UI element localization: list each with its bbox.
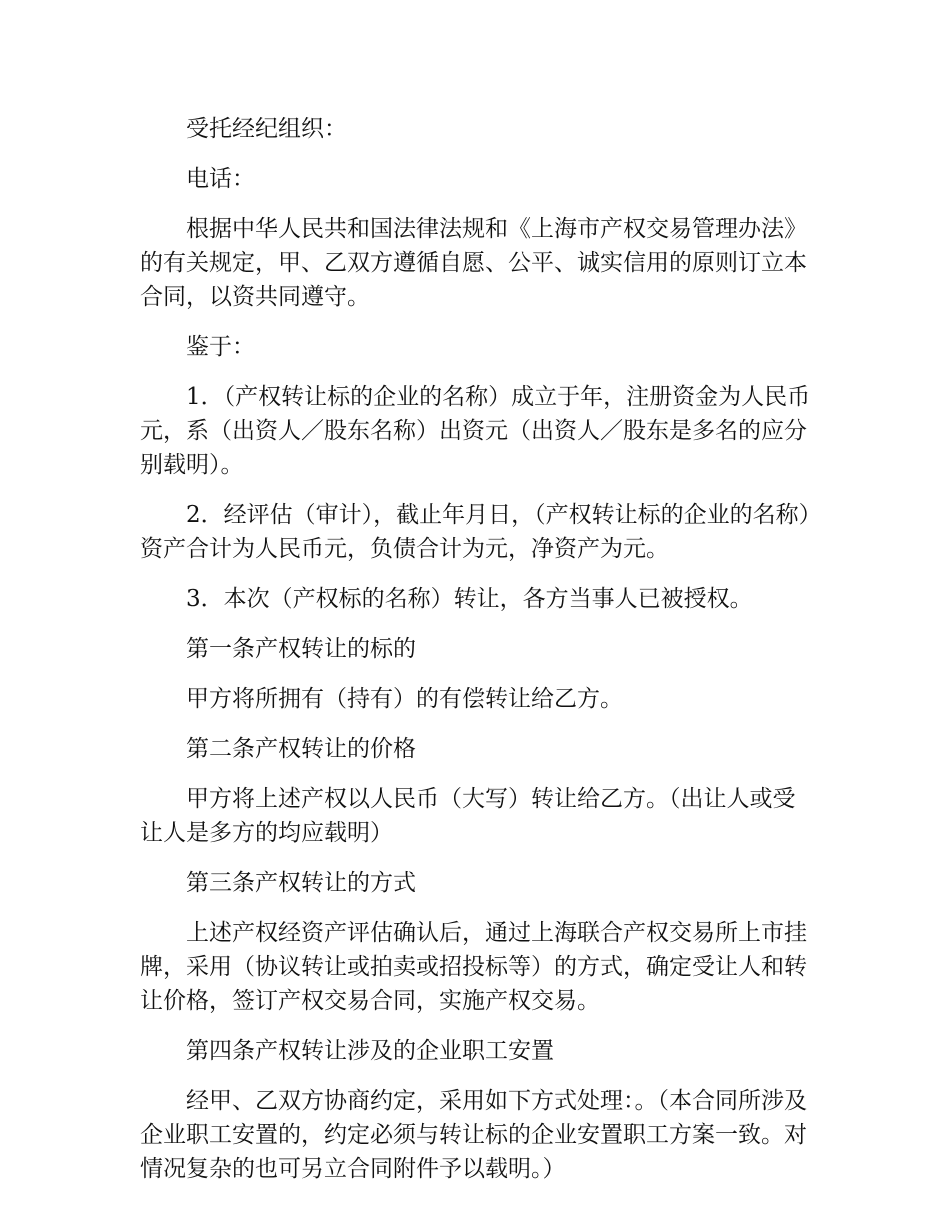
whereas-item-2: 2．经评估（审计），截止年月日，（产权转让标的企业的名称）资产合计为人民币元，负债合计为元，净资产为元。	[140, 502, 811, 562]
article-1-heading: 第一条产权转让的标的	[186, 636, 416, 662]
article-3-heading: 第三条产权转让的方式	[186, 870, 416, 896]
contract-body	[140, 112, 812, 1202]
article-1-body: 甲方将所拥有（持有）的有偿转让给乙方。	[186, 686, 623, 712]
phone-line: 电话：	[186, 166, 255, 192]
article-4-heading: 第四条产权转让涉及的企业职工安置	[186, 1038, 554, 1064]
article-3-body: 上述产权经资产评估确认后，通过上海联合产权交易所上市挂牌，采用（协议转让或拍卖或招投标等）的方式，确定受让人和转让价格，签订产权交易合同，实施产权交易。	[140, 920, 807, 1014]
article-2-body: 甲方将上述产权以人民币（大写）转让给乙方。（出让人或受让人是多方的均应载明）	[140, 786, 796, 846]
preamble-paragraph: 根据中华人民共和国法律法规和《上海市产权交易管理办法》的有关规定，甲、乙双方遵循自愿、公平、诚实信用的原则订立本合同，以资共同遵守。	[140, 216, 807, 310]
whereas-item-1: 1．（产权转让标的企业的名称）成立于年，注册资金为人民币元，系（出资人／股东名称）出资元（出资人／股东是多名的应分别载明）。	[140, 384, 811, 478]
whereas-heading: 鉴于：	[186, 334, 255, 360]
article-2-heading: 第二条产权转让的价格	[186, 736, 416, 762]
agent-organization-line: 受托经纪组织：	[186, 116, 347, 142]
whereas-item-3: 3．本次（产权标的名称）转让，各方当事人已被授权。	[186, 586, 753, 612]
article-4-body: 经甲、乙双方协商约定，采用如下方式处理：。（本合同所涉及企业职工安置的，约定必须与转让标的企业安置职工方案一致。对情况复杂的也可另立合同附件予以载明。）	[140, 1088, 807, 1182]
